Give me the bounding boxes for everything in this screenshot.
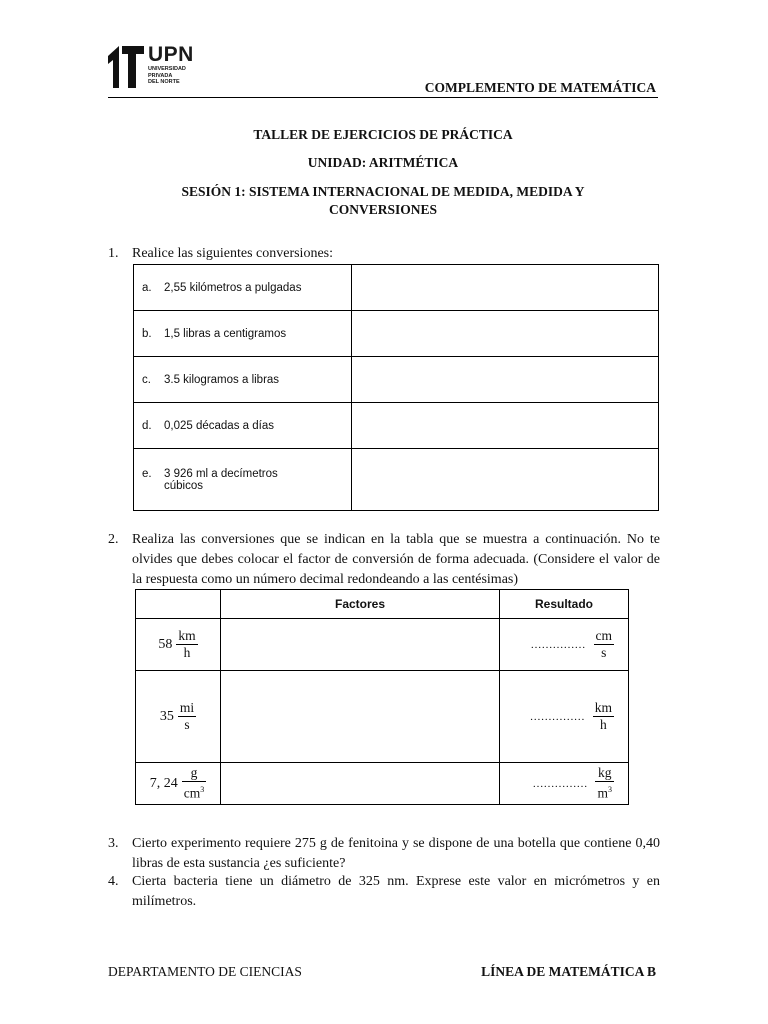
factors-cell[interactable]	[221, 671, 500, 763]
session-title: SESIÓN 1: SISTEMA INTERNACIONAL DE MEDIDA, MEDIDA Y CONVERSIONES	[181, 184, 585, 217]
footer-department: DEPARTAMENTO DE CIENCIAS	[108, 964, 302, 979]
factors-cell[interactable]	[221, 619, 500, 671]
table-row: c. 3.5 kilogramos a libras	[134, 357, 659, 403]
header-divider	[108, 97, 658, 98]
logo-subtitle: UNIVERSIDAD PRIVADA DEL NORTE	[148, 66, 186, 85]
question-3: 3. Cierto experimento requiere 275 g de fenitoina y se dispone de una botella que contiene 0,40 libras de esta sustancia ¿es suficiente?	[108, 836, 660, 871]
result-cell[interactable]: …………… $\frac{kg}{m^3}$	[500, 763, 629, 805]
workshop-title: TALLER DE EJERCICIOS DE PRÁCTICA	[253, 127, 513, 142]
given-quantity: 7, 24 $\frac{g}{cm^3}$	[136, 763, 221, 805]
col-header-resultado: Resultado	[500, 590, 629, 619]
logo-brand: UPN	[148, 43, 194, 66]
upn-logo	[108, 44, 208, 90]
question-1: 1. Realice las siguientes conversiones:	[108, 246, 333, 261]
conversions-table-1	[133, 264, 659, 511]
table-row	[136, 619, 629, 671]
answer-cell[interactable]	[352, 449, 659, 511]
col-header-empty	[136, 590, 221, 619]
header-title: COMPLEMENTO DE MATEMÁTICA	[424, 80, 656, 95]
question-4: 4. Cierta bacteria tiene un diámetro de 325 nm. Exprese este valor en micrómetros y en milímetros.	[108, 874, 660, 909]
unit-title: UNIDAD: ARITMÉTICA	[307, 155, 459, 170]
table-row: a. 2,55 kilómetros a pulgadas	[134, 265, 659, 311]
result-cell[interactable]: …………… $\frac{km}{h}$	[500, 671, 629, 763]
table-row: e. 3 926 ml a decímetros cúbicos	[134, 449, 659, 511]
table-row: d. 0,025 décadas a días	[134, 403, 659, 449]
answer-cell[interactable]	[352, 265, 659, 311]
table-row	[136, 671, 629, 763]
conversions-table-2	[135, 589, 629, 805]
given-quantity: 58 $\frac{km}{h}$	[136, 619, 221, 671]
given-quantity: 35 $\frac{mi}{s}$	[136, 671, 221, 763]
upn-logo-mark-icon	[108, 46, 144, 88]
col-header-factores: Factores	[221, 590, 500, 619]
footer-line: LÍNEA DE MATEMÁTICA B	[481, 964, 656, 979]
answer-cell[interactable]	[352, 403, 659, 449]
result-cell[interactable]: …………… $\frac{cm}{s}$	[500, 619, 629, 671]
question-2: 2. Realiza las conversiones que se indican en la tabla que se muestra a continuación. No te olvides que debes colocar el factor de conversión de forma adecuada. (Considere el valor de la respuesta como un número decimal redondeando a las centésimas)	[108, 532, 660, 587]
factors-cell[interactable]	[221, 763, 500, 805]
table-row	[136, 763, 629, 805]
table-row: b. 1,5 libras a centigramos	[134, 311, 659, 357]
answer-cell[interactable]	[352, 311, 659, 357]
answer-cell[interactable]	[352, 357, 659, 403]
